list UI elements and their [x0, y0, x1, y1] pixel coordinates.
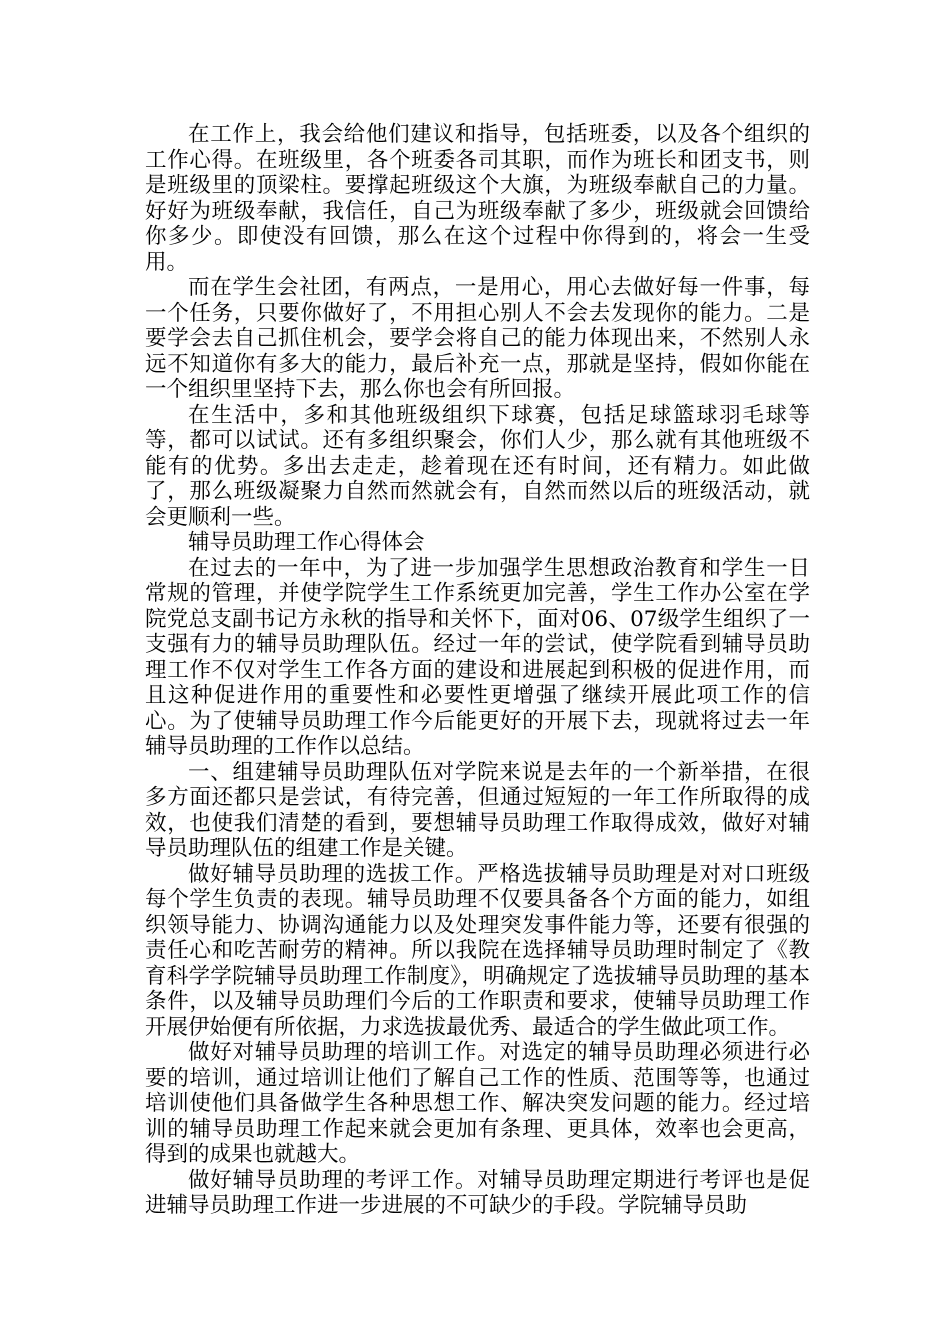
section-heading: 辅导员助理工作心得体会 — [188, 530, 425, 555]
paragraph-class-work: 在工作上，我会给他们建议和指导，包括班委，以及各个组织的工作心得。在班级里，各个班委各司其职，而作为班长和团支书，则是班级里的顶梁柱。要撑起班级这个大旗，为班级奉献自己的力量。好好为班级奉献，我信任，自己为班级奉献了多少，班级就会回馈给你多少。即使没有回馈，那么在这个过程中你得到的，将会一生受用。 — [145, 122, 810, 275]
paragraph-evaluation: 做好辅导员助理的考评工作。对辅导员助理定期进行考评也是促进辅导员助理工作进一步进展的不可缺少的手段。学院辅导员助 — [145, 1167, 810, 1218]
paragraph-team-building: 一、组建辅导员助理队伍对学院来说是去年的一个新举措，在很多方面还都只是尝试，有待完善，但通过短短的一年工作所取得的成效，也使我们清楚的看到，要想辅导员助理工作取得成效，做好对辅导员助理队伍的组建工作是关键。 — [145, 759, 810, 861]
document-page — [145, 122, 810, 1219]
paragraph-selection: 做好辅导员助理的选拔工作。严格选拔辅导员助理是对对口班级每个学生负责的表现。辅导员助理不仅要具备各个方面的能力，如组织领导能力、协调沟通能力以及处理突发事件能力等，还要有很强的责任心和吃苦耐劳的精神。所以我院在选择辅导员助理时制定了《教育科学学院辅导员助理工作制度》，明确规定了选拔辅导员助理的基本条件，以及辅导员助理们今后的工作职责和要求，使辅导员助理工作开展伊始便有所依据，力求选拔最优秀、最适合的学生做此项工作。 — [145, 861, 810, 1040]
paragraph-past-year: 在过去的一年中，为了进一步加强学生思想政治教育和学生一日常规的管理，并使学院学生工作系统更加完善，学生工作办公室在学院党总支副书记方永秋的指导和关怀下，面对06、07级学生组织了一支强有力的辅导员助理队伍。经过一年的尝试，使学院看到辅导员助理工作不仅对学生工作各方面的建设和进展起到积极的促进作用，而且这种促进作用的重要性和必要性更增强了继续开展此项工作的信心。为了使辅导员助理工作今后能更好的开展下去，现就将过去一年辅导员助理的工作作以总结。 — [145, 555, 810, 759]
paragraph-training: 做好对辅导员助理的培训工作。对选定的辅导员助理必须进行必要的培训，通过培训让他们了解自己工作的性质、范围等等，也通过培训使他们具备做学生各种思想工作、解决突发问题的能力。经过培训的辅导员助理工作起来就会更加有条理、更具体，效率也会更高，得到的成果也就越大。 — [145, 1040, 810, 1167]
paragraph-life: 在生活中，多和其他班级组织下球赛，包括足球篮球羽毛球等等，都可以试试。还有多组织聚会，你们人少，那么就有其他班级不能有的优势。多出去走走，趁着现在还有时间，还有精力。如此做了，那么班级凝聚力自然而然就会有，自然而然以后的班级活动，就会更顺利一些。 — [145, 402, 810, 530]
paragraph-student-union: 而在学生会社团，有两点，一是用心，用心去做好每一件事，每一个任务，只要你做好了，不用担心别人不会去发现你的能力。二是要学会去自己抓住机会，要学会将自己的能力体现出来，不然别人永远不知道你有多大的能力，最后补充一点，那就是坚持，假如你能在一个组织里坚持下去，那么你也会有所回报。 — [145, 275, 810, 402]
